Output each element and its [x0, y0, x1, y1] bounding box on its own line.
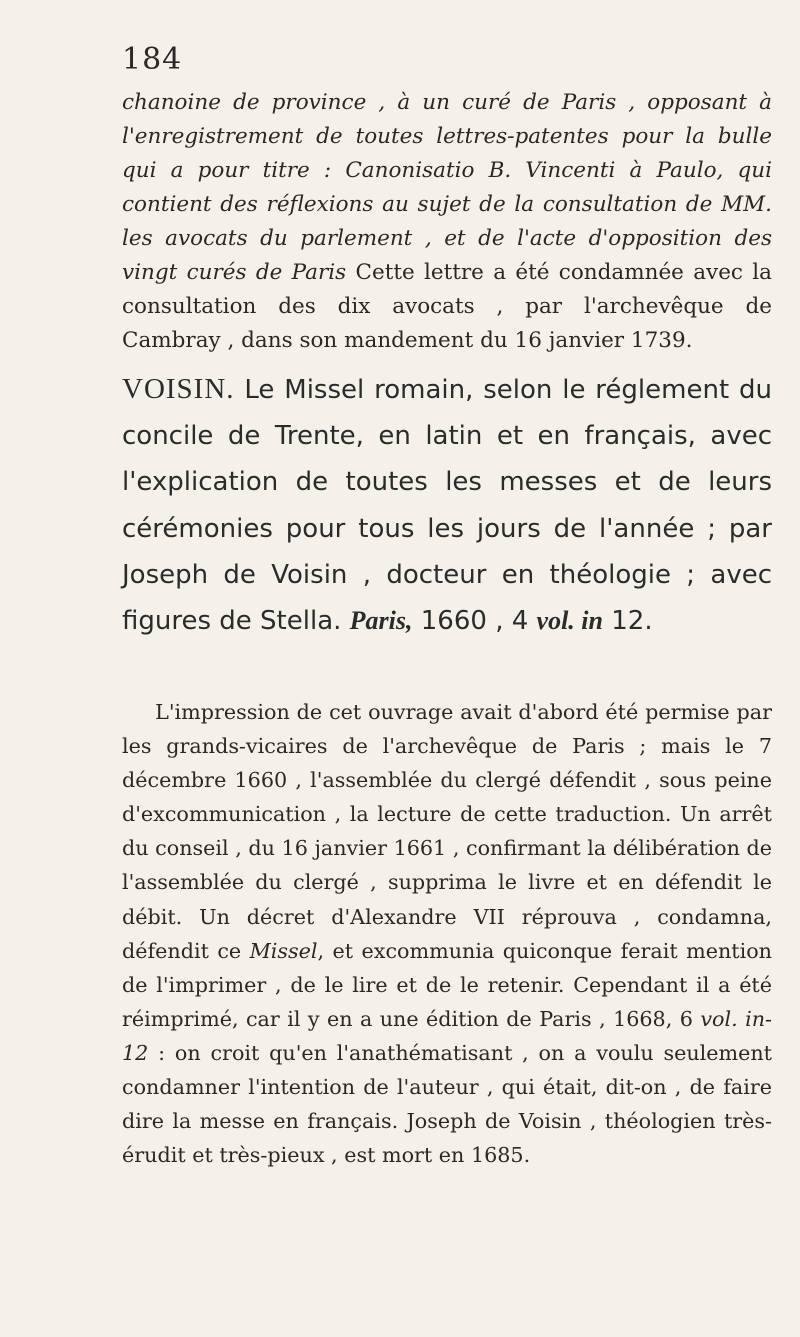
entry-commentary [122, 695, 772, 1172]
commentary-text-c: : on croit qu'en l'anathématisant , on a voulu seulement condamner l'intention de l'auteur , qui était, dit-on , de faire dire la messe en français. Joseph de Voisin , théologien très-érudit et très-pieux , est mort en 1685. [122, 1040, 772, 1168]
entry-author: VOISIN. [122, 373, 235, 405]
entry-title: Le Missel romain, selon le réglement du concile de Trente, en latin et en français, avec l'explication de toutes les messes et de leurs cérémonies pour tous les jours de l'année ; par Joseph de Voisin , docteur en théologie ; avec figures de Stella. [122, 375, 772, 637]
entry-note: Cette lettre a été condamnée avec la consultation des dix avocats , par l'archevêque de Cambray , dans son mandement du 16 janvier 1739. [122, 260, 772, 353]
commentary-text-a: L'impression de cet ouvrage avait d'abord été permise par les grands-vicaires de l'archevêque de Paris ; mais le 7 décembre 1660 , l'assemblée du clergé défendit , sous peine d'excommunication , la lecture de cette traduction. Un arrêt du conseil , du 16 janvier 1661 , confirmant la délibération de l'assemblée du clergé , supprima le livre et en défendit le débit. Un décret d'Alexandre VII réprouva , condamna, défendit ce [122, 700, 772, 963]
commentary-text-b: , et excommunia quiconque ferait mention de l'imprimer , de le lire et de le retenir. Cependant il a été réimprimé, car il y en a une édition de Paris , 1668, 6 [122, 938, 772, 1031]
entry-imprint-date: 1660 , 4 [412, 606, 537, 637]
entry-title-italic: chanoine de province , à un curé de Paris , opposant à l'enregistrement de toutes lettres-patentes pour la bulle qui a pour titre : Canonisatio B. Vincenti à Paulo, qui contient des réflexions au sujet de la consultation de MM. les avocats du parlement , et de l'acte d'opposition des vingt curés de Paris [122, 90, 772, 285]
entry-format: vol. in [536, 606, 603, 636]
commentary-vol: vol. in-12 [122, 1006, 773, 1065]
commentary-missel: Missel [249, 938, 318, 963]
entry-imprint-place: Paris, [349, 606, 413, 636]
bibliographic-entry-voisin [122, 366, 772, 644]
page-number: 184 [122, 42, 183, 77]
bibliographic-entry-continuation [122, 86, 772, 358]
entry-format-size: 12. [603, 606, 653, 637]
